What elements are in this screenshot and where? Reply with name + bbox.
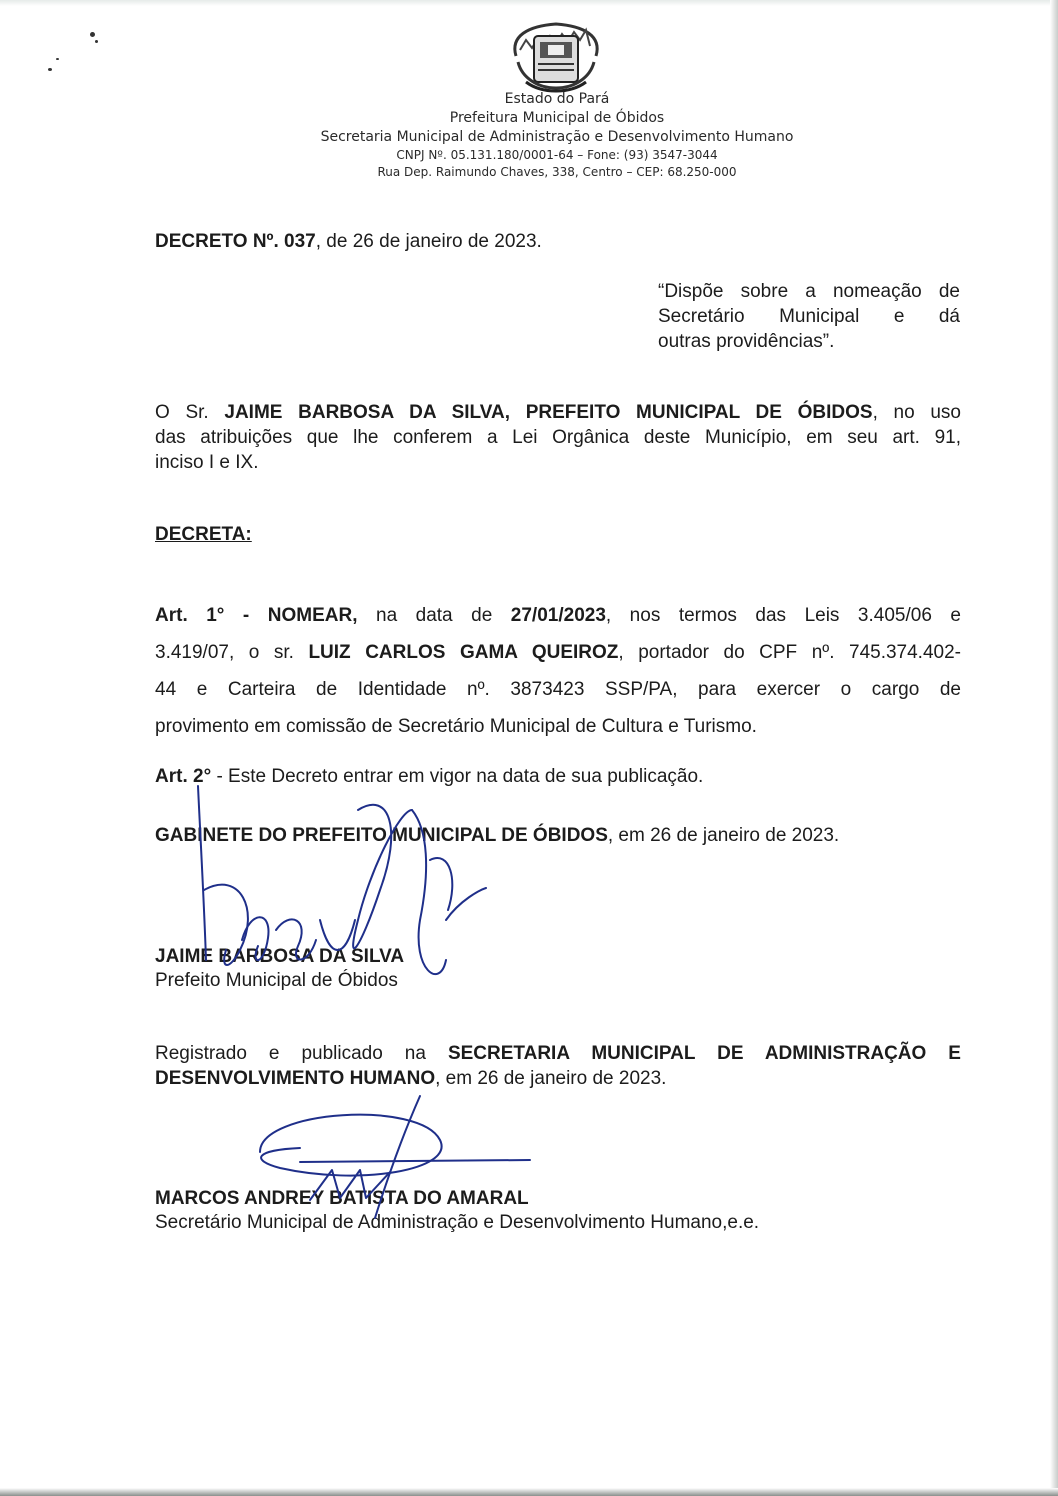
secretariat-name: DESENVOLVIMENTO HUMANO xyxy=(155,1068,436,1089)
signatory-2-role: Secretário Municipal de Administração e Desenvolvimento Humano,e.e. xyxy=(155,1212,760,1233)
office-name: GABINETE DO PREFEITO MUNICIPAL DE ÓBIDOS xyxy=(155,825,608,846)
summary-line: outras providências”. xyxy=(658,331,835,352)
preamble-line: das atribuições que lhe conferem a Lei Orgânica deste Município, em seu art. 91, xyxy=(155,427,961,448)
article-text: 3.419/07, o sr. xyxy=(155,642,309,663)
registration-line xyxy=(155,1041,961,1066)
article-text: - Este Decreto entrar em vigor na data de sua publicação. xyxy=(211,766,704,787)
mayor-title-bold: JAIME BARBOSA DA SILVA, PREFEITO MUNICIPAL DE ÓBIDOS xyxy=(224,402,873,423)
secretariat-name: SECRETARIA MUNICIPAL DE ADMINISTRAÇÃO E xyxy=(447,1043,961,1064)
scan-speck xyxy=(90,32,95,37)
article-text: , portador do CPF nº. 745.374.402- xyxy=(618,642,961,663)
scan-speck xyxy=(56,58,59,60)
letterhead-address: Rua Dep. Raimundo Chaves, 338, Centro – CEP: 68.250-000 xyxy=(377,165,737,179)
article-line: 44 e Carteira de Identidade nº. 3873423 SSP/PA, para exercer o cargo de xyxy=(155,679,961,700)
preamble-line: inciso I e IX. xyxy=(155,452,259,473)
preamble-text: O Sr. xyxy=(155,402,225,423)
registration-date: , em 26 de janeiro de 2023. xyxy=(435,1068,667,1089)
article-1-label: Art. 1° - NOMEAR, xyxy=(155,605,358,626)
letterhead xyxy=(0,90,1058,181)
article-2-label: Art. 2° xyxy=(155,766,212,787)
registration-line xyxy=(155,1066,961,1091)
article-line xyxy=(155,634,961,671)
summary-line: “Dispõe sobre a nomeação de xyxy=(658,281,960,302)
scan-edge xyxy=(1050,0,1058,1496)
decreta-heading: DECRETA: xyxy=(155,524,252,545)
scan-edge xyxy=(0,0,1058,6)
signatory-2-name: MARCOS ANDREY BATISTA DO AMARAL xyxy=(155,1188,529,1209)
signatory-1-name: JAIME BARBOSA DA SILVA xyxy=(155,946,405,967)
scan-speck xyxy=(95,40,98,43)
closing-date: , em 26 de janeiro de 2023. xyxy=(607,825,840,846)
decree-number: DECRETO Nº. 037 xyxy=(155,231,316,252)
secretary-signature xyxy=(240,1090,560,1230)
summary-line: Secretário Municipal e dá xyxy=(658,306,960,327)
letterhead-city-hall: Prefeitura Municipal de Óbidos xyxy=(449,110,665,126)
decree-summary xyxy=(658,279,960,354)
letterhead-state: Estado do Pará xyxy=(504,91,610,107)
appointment-date: 27/01/2023 xyxy=(510,605,606,626)
mayor-signature xyxy=(180,770,500,1010)
letterhead-cnpj-phone: CNPJ Nº. 05.131.180/0001-64 – Fone: (93) 3547-3044 xyxy=(396,148,718,162)
scan-speck xyxy=(48,68,52,71)
registration-text: Registrado e publicado na xyxy=(155,1043,448,1064)
signatory-1-role: Prefeito Municipal de Óbidos xyxy=(155,970,398,991)
decree-title xyxy=(155,229,542,254)
decree-date: , de 26 de janeiro de 2023. xyxy=(315,231,542,252)
preamble-line xyxy=(155,400,961,425)
preamble-text: , no uso xyxy=(872,402,961,423)
appointee-name: LUIZ CARLOS GAMA QUEIROZ xyxy=(308,642,619,663)
article-line: provimento em comissão de Secretário Municipal de Cultura e Turismo. xyxy=(155,716,757,737)
letterhead-secretariat: Secretaria Municipal de Administração e Desenvolvimento Humano xyxy=(320,129,794,145)
article-1 xyxy=(155,597,961,745)
registration-paragraph xyxy=(155,1041,961,1091)
article-text: , nos termos das Leis 3.405/06 e xyxy=(605,605,961,626)
article-line xyxy=(155,597,961,634)
municipal-crest-icon xyxy=(508,16,604,96)
preamble-paragraph xyxy=(155,400,961,475)
scan-edge xyxy=(0,1488,1058,1496)
article-text: na data de xyxy=(357,605,511,626)
